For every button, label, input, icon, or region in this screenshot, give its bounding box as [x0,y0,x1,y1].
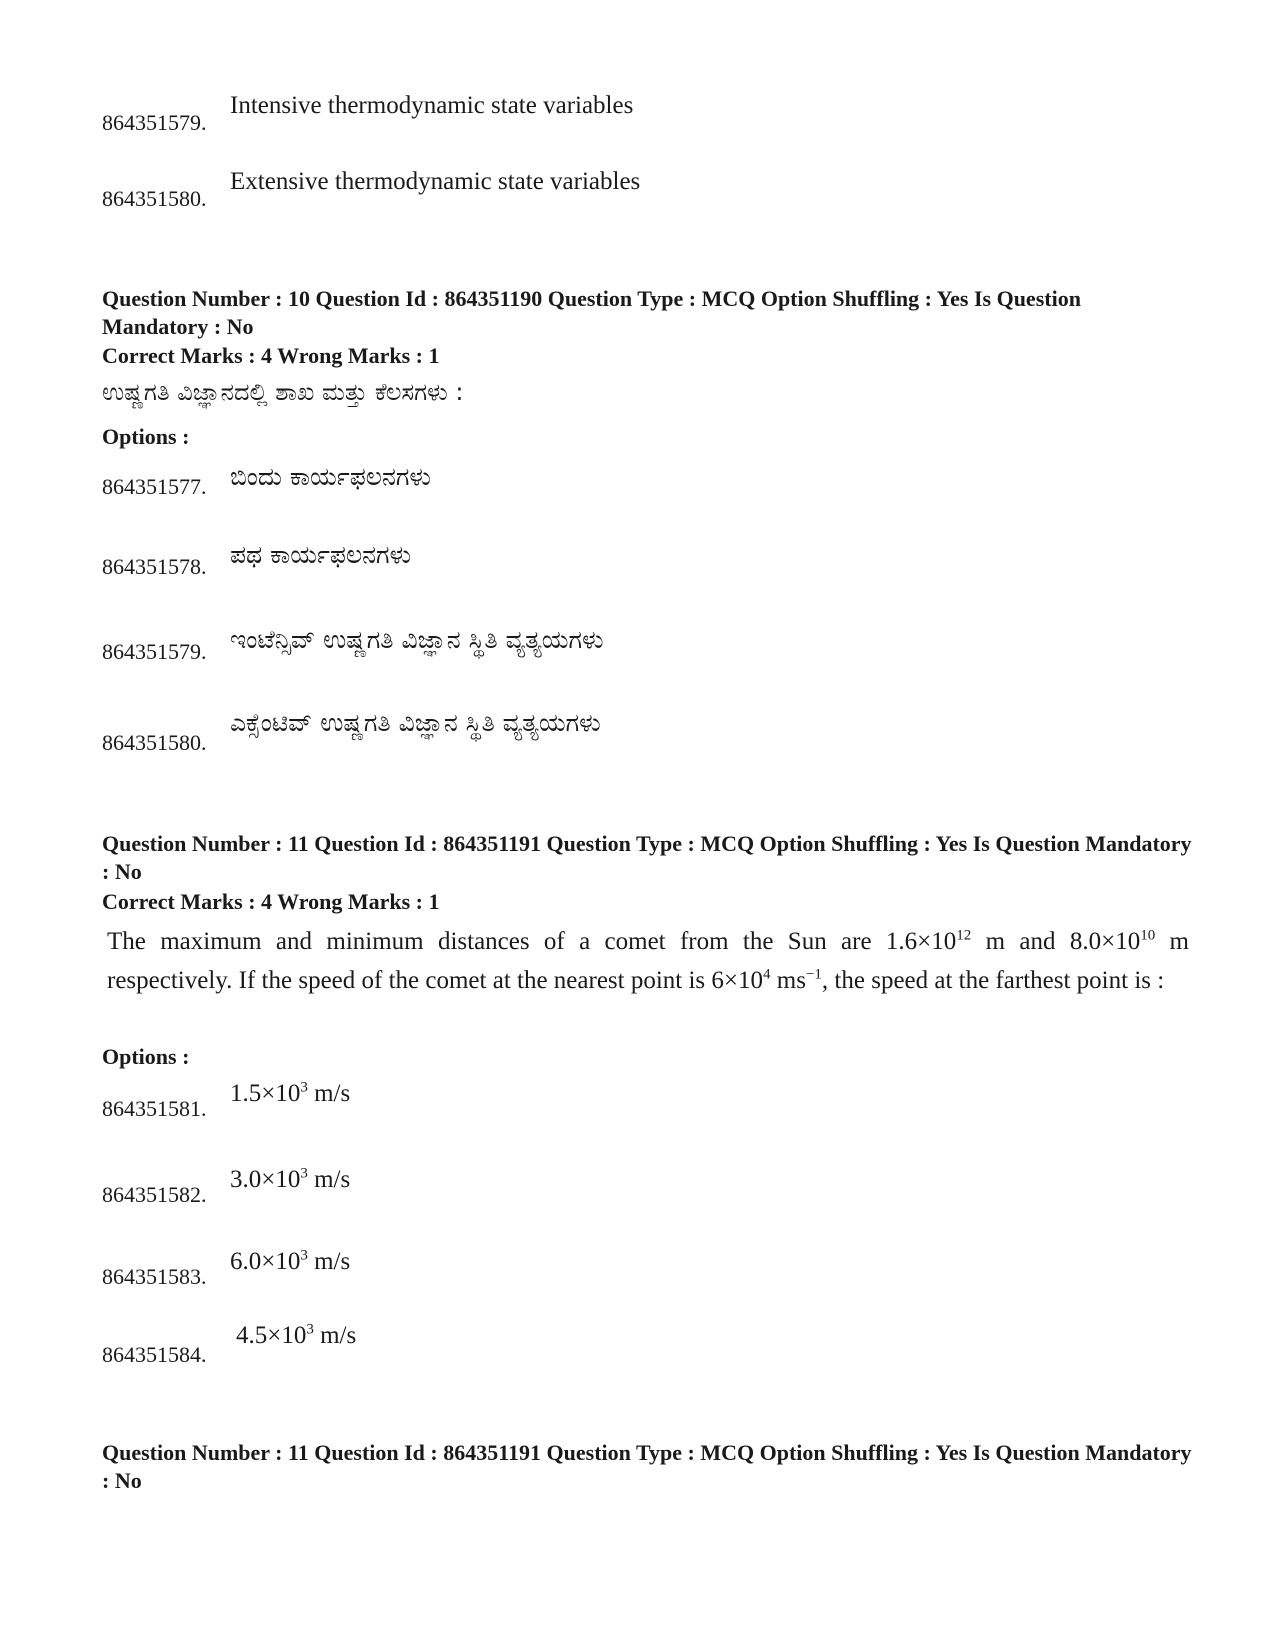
option-id: 864351582. [102,1182,207,1207]
option-mantissa: 4.5×10 [236,1322,307,1349]
exponent: 3 [300,1079,308,1096]
question-text-part: ms [770,967,806,994]
question-text-part: m respectively. If the speed of the comet at the nearest point is 6×10 [107,928,1189,994]
exponent: 3 [300,1165,308,1182]
option-row [102,1166,1102,1206]
option-row [102,462,1102,502]
option-row [102,168,1102,211]
option-row [102,92,1102,135]
exponent: 4 [763,966,771,983]
option-id: 864351580. [102,730,207,755]
option-id: 864351584. [102,1342,207,1367]
option-row [102,708,1102,755]
exponent: 12 [956,927,972,944]
option-row [102,540,1102,580]
options-label: Options : [102,424,190,449]
option-mantissa: 3.0×10 [230,1166,301,1193]
exponent: 10 [1140,927,1156,944]
option-id: 864351581. [102,1096,207,1121]
option-text: ಪಥ ಕಾರ್ಯಫಲನಗಳು [230,540,412,569]
option-text [230,1166,350,1194]
question-marks: Correct Marks : 4 Wrong Marks : 1 [102,343,440,368]
option-text [230,1080,350,1108]
option-text: ಇಂಟೆನ್ಸಿವ್ ಉಷ್ಣಗತಿ ವಿಜ್ಞಾನ ಸ್ಥಿತಿ ವ್ಯತ್ಯಯಗಳು [230,625,604,654]
option-mantissa: 6.0×10 [230,1248,301,1275]
option-unit: m/s [307,1248,351,1275]
question-text-part: m and 8.0×10 [971,928,1141,955]
question-header: Question Number : 11 Question Id : 864351191 Question Type : MCQ Option Shuffling : Yes Is Question Mandatory : No [102,1440,1192,1493]
option-unit: m/s [313,1322,357,1349]
option-text: Extensive thermodynamic state variables [230,168,641,195]
option-row [102,1248,1102,1288]
option-text: ಎಕ್ಸೆಂಟಿವ್ ಉಷ್ಣಗತಿ ವಿಜ್ಞಾನ ಸ್ಥಿತಿ ವ್ಯತ್ಯಯಗಳು [230,708,601,737]
question-text: ಉಷ್ಣಗತಿ ವಿಜ್ಞಾನದಲ್ಲಿ ಶಾಖ ಮತ್ತು ಕೆಲಸಗಳು : [102,378,464,406]
question-text-part: The maximum and minimum distances of a comet from the Sun are 1.6×10 [107,928,957,955]
option-text: ಬಿಂದು ಕಾರ್ಯಫಲನಗಳು [230,462,431,491]
question-marks: Correct Marks : 4 Wrong Marks : 1 [102,889,440,914]
option-id: 864351579. [102,110,207,135]
exponent: 3 [306,1321,314,1338]
option-id: 864351583. [102,1264,207,1289]
option-id: 864351578. [102,554,207,579]
option-unit: m/s [307,1080,351,1107]
exponent: 3 [300,1247,308,1264]
option-row [102,1321,1102,1367]
question-text [107,922,1189,1000]
exponent: −1 [805,966,822,983]
option-id: 864351579. [102,639,207,664]
option-id: 864351580. [102,186,207,211]
option-text [236,1322,356,1350]
option-id: 864351577. [102,474,207,499]
question-text-part: , the speed at the farthest point is : [821,967,1165,994]
options-label: Options : [102,1044,190,1069]
option-mantissa: 1.5×10 [230,1080,301,1107]
option-text [230,1248,350,1276]
option-unit: m/s [307,1166,351,1193]
question-header: Question Number : 10 Question Id : 864351190 Question Type : MCQ Option Shuffling : Yes Is Question Mandatory : No [102,286,1081,339]
question-header: Question Number : 11 Question Id : 864351191 Question Type : MCQ Option Shuffling : Yes Is Question Mandatory : No [102,831,1192,884]
option-text: Intensive thermodynamic state variables [230,92,634,119]
option-row [102,625,1102,665]
option-row [102,1080,1102,1120]
